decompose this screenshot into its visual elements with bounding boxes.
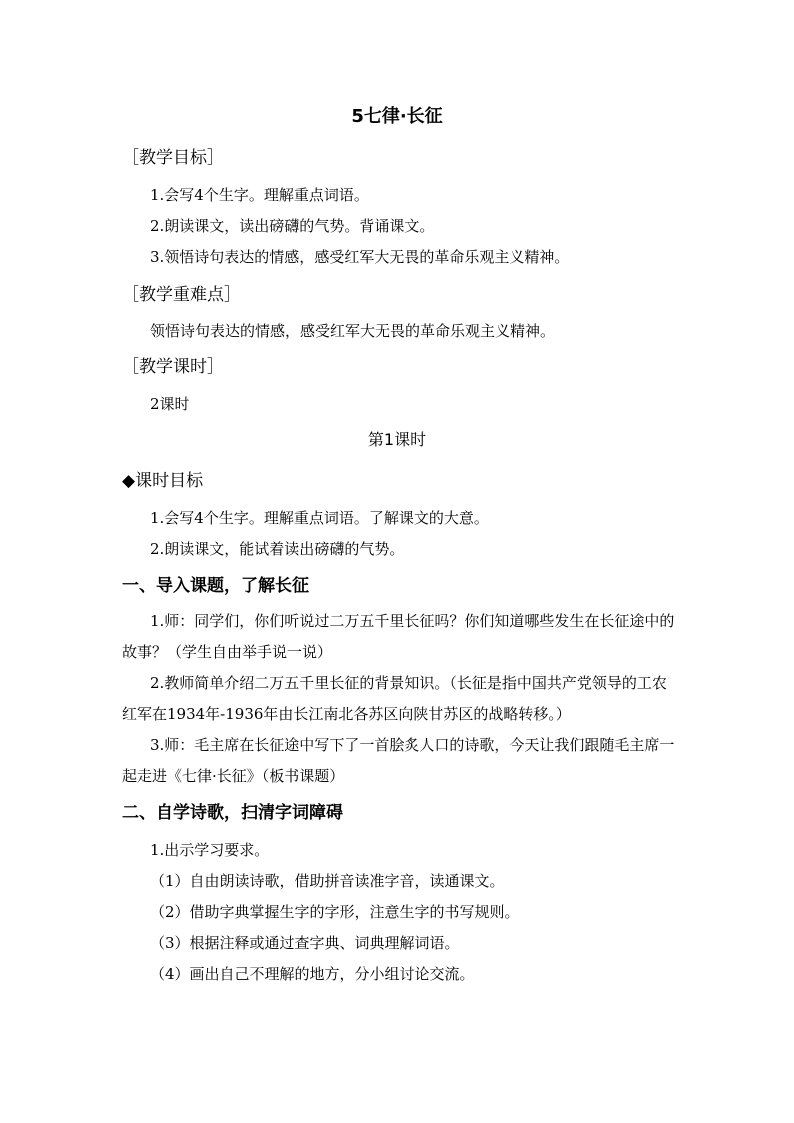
part2-intro: 1.出示学习要求。 <box>150 841 270 859</box>
objective-item: 3.领悟诗句表达的情感，感受红军大无畏的革命乐观主义精神。 <box>150 248 570 266</box>
period-goals-heading: ◆课时目标 <box>122 471 204 491</box>
objectives-heading: ［教学目标］ <box>122 148 224 168</box>
period-goal-item: 1.会写4个生字。理解重点词语。了解课文的大意。 <box>150 509 489 527</box>
period-title: 第1课时 <box>367 430 427 449</box>
part1-paragraph: 2.教师简单介绍二万五千里长征的背景知识。（长征是指中国共产党领导的工农红军在1934年-1936年由长江南北各苏区向陕甘苏区的战略转移。） <box>122 674 667 723</box>
requirement-item: （4）画出自己不理解的地方，分小组讨论交流。 <box>150 965 475 983</box>
requirement-item: （1）自由朗读诗歌，借助拼音读准字音，读通课文。 <box>150 872 505 890</box>
document-title: 5七律·长征 <box>351 106 443 127</box>
key-points-text: 领悟诗句表达的情感，感受红军大无畏的革命乐观主义精神。 <box>150 322 556 340</box>
key-points-heading: ［教学重难点］ <box>122 285 241 305</box>
part2-heading: 二、自学诗歌，扫清字词障碍 <box>122 803 343 823</box>
part1-heading: 一、导入课题，了解长征 <box>122 576 309 596</box>
part1-paragraph: 1.师：同学们，你们听说过二万五千里长征吗？你们知道哪些发生在长征途中的故事？（学生自由举手说一说） <box>122 612 675 661</box>
period-goal-item: 2.朗读课文，能试着读出磅礴的气势。 <box>150 540 405 558</box>
hours-heading: ［教学课时］ <box>122 357 224 377</box>
requirement-item: （3）根据注释或通过查字典、词典理解词语。 <box>150 934 460 952</box>
hours-text: 2课时 <box>150 395 190 413</box>
objective-item: 1.会写4个生字。理解重点词语。 <box>150 186 369 204</box>
objective-item: 2.朗读课文，读出磅礴的气势。背诵课文。 <box>150 217 435 235</box>
part1-paragraph: 3.师：毛主席在长征途中写下了一首脍炙人口的诗歌，今天让我们跟随毛主席一起走进《七律·长征》（板书课题） <box>122 736 675 785</box>
requirement-item: （2）借助字典掌握生字的字形，注意生字的书写规则。 <box>150 903 520 921</box>
